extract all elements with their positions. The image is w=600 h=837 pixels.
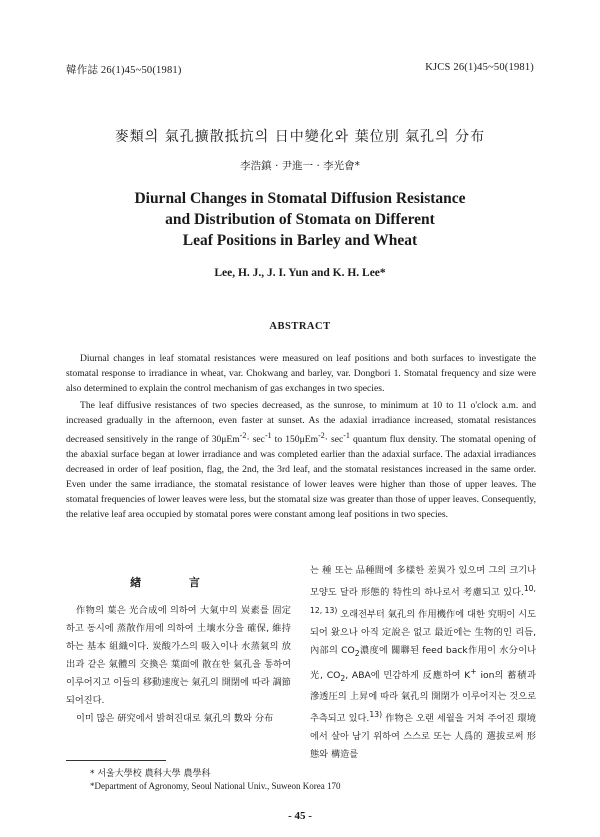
korean-authors: 李浩鎮 · 尹進一 · 李光會* (240, 160, 360, 172)
abstract-heading: ABSTRACT (269, 321, 331, 332)
introduction-paragraph-2: 이미 많은 硏究에서 밝혀진대로 氣孔의 數와 分布 (76, 713, 274, 724)
introduction-right-column (310, 562, 536, 764)
english-authors: Lee, H. J., J. I. Yun and K. H. Lee* (214, 267, 386, 279)
footnote-affiliation-korean: * 서울大學校 農科大學 農學科 (90, 769, 211, 779)
abstract-paragraph-2: The leaf diffusive resistances of two species decreased, as the sunrose, to minimum at 10 to 11 o'clock a.m. and increased gradually in the afternoon, even faster at sunset. As the adaxial irradiance increased, stomatal resistances decreased sensitively in the range of $30\mu Em^{-2}\cdot \sec^{-1}$ to $150\mu Em^{-2}\cdot \sec^{-1}$ quantum flux density. The stomatal opening of the abaxial surface began at lower irradiance and was completed earlier than the adaxial surface. The adaxial irradiances decreased in order of leaf position, flag, the 2nd, the 3rd leaf, and the stomatal resistances increased in the same order. Even under the same irradiance, the stomatal resistance of lower leaves were higher than those of upper leaves. The stomatal frequencies of lower leaves were less, but the stomatal size was greater than those of upper leaves. Consequently, the relative leaf area occupied by stomatal pores were constant among leaf positions in two species. (66, 400, 537, 521)
korean-title: 麥類의 氣孔擴散抵抗의 日中變化와 葉位別 氣孔의 分布 (114, 129, 486, 145)
english-title-line-1: Diurnal Changes in Stomatal Diffusion Resistance (134, 190, 466, 207)
introduction-paragraph-1: 作物의 葉은 光合成에 의하여 大氣中의 炭素를 固定하고 동시에 蒸散作用에 의하여 土壤水分을 確保, 維持하는 基本 組織이다. 炭酸가스의 吸入이나 水蒸氣의 放出과 같은 氣體의 交換은 葉面에 散在한 氣孔을 통하여 이루어지고 이들의 移動速度는 氣孔의 開閉에 따라 調節되어진다. (66, 605, 291, 706)
english-title-line-3: Leaf Positions in Barley and Wheat (182, 232, 418, 249)
introduction-paragraph-continued: 는 種 또는 品種間에 多樣한 差異가 있으며 그의 크기나 모양도 달라 形態的 特性의 하나로서 考慮되고 있다.$^{10, 12, 13)}$ 오래전부터 氣孔의 作用機作에 대한 究明이 시도되어 왔으나 아직 定說은 없고 最近에는 生物的인 리듬, 內部의 $CO_2$濃度에 關聯된 feed back作用이 水分이나 光, $CO_2$, ABA에 민감하게 反應하여 K+ ion의 蓄積과 滲透圧의 上昇에 따라 氣孔의 開閉가 이루어지는 것으로 추측되고 있다.$^{13)}$ 作物은 오랜 세월을 거쳐 주어진 環境에서 살아 남기 위하여 스스로 또는 人爲的 選拔로써 形態와 構造를 (310, 565, 537, 760)
footnote-divider (66, 760, 166, 761)
abstract-paragraph-1: Diurnal changes in leaf stomatal resistances were measured on leaf positions and both surfaces to investigate the stomatal response to irradiance in wheat, var. Chokwang and barley, var. Dongbori 1. Stomatal frequency and size were also determined to explain the control mechanism of gas exchanges in two species. (66, 353, 536, 394)
english-title (0, 188, 600, 251)
abstract-body (66, 351, 536, 526)
footnote-affiliation-english: *Department of Agronomy, Seoul National Univ., Suweon Korea 170 (90, 781, 341, 791)
journal-citation-english: KJCS 26(1)45~50(1981) (425, 62, 534, 73)
english-title-line-2: and Distribution of Stomata on Different (165, 211, 435, 228)
page-number: - 45 - (288, 810, 312, 822)
introduction-heading: 緖 言 (130, 576, 222, 589)
introduction-left-column (66, 602, 291, 728)
journal-citation-korean: 韓作誌 26(1)45~50(1981) (66, 65, 182, 76)
